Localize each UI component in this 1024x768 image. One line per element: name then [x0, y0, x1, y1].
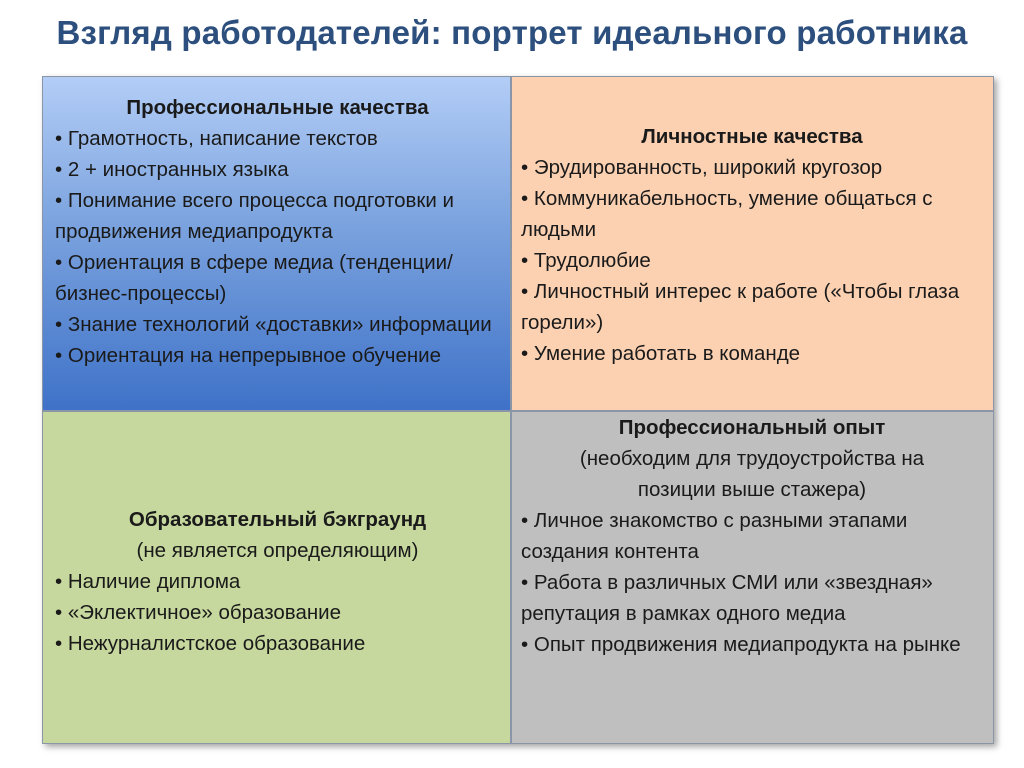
- personal-qualities-cell: [511, 76, 994, 411]
- experience-subheading: (необходим для трудоустройства на позиции выше стажера): [579, 447, 925, 501]
- personal-item: • Умение работать в команде: [521, 338, 983, 369]
- professional-qualities-heading: Профессиональные качества: [126, 96, 429, 119]
- personal-item: • Коммуникабельность, умение общаться с людьми: [521, 183, 983, 245]
- quadrant-grid: [42, 76, 994, 744]
- professional-item: • 2 + иностранных языка: [55, 154, 500, 185]
- education-item: • Нежурналистское образование: [55, 628, 500, 659]
- professional-item: • Грамотность, написание текстов: [55, 123, 500, 154]
- education-item: • Наличие диплома: [55, 566, 500, 597]
- education-background-cell: [42, 411, 511, 744]
- professional-experience-cell: [511, 411, 994, 744]
- experience-heading: Профессиональный опыт: [618, 416, 886, 439]
- personal-item: • Трудолюбие: [521, 245, 983, 276]
- professional-item: • Знание технологий «доставки» информации: [55, 309, 500, 340]
- experience-item: • Личное знакомство с разными этапами создания контента: [521, 505, 983, 567]
- education-item: • «Эклектичное» образование: [55, 597, 500, 628]
- education-subheading: (не является определяющим): [136, 539, 419, 562]
- personal-item: • Эрудированность, широкий кругозор: [521, 152, 983, 183]
- personal-qualities-heading: Личностные качества: [641, 125, 863, 148]
- personal-item: • Личностный интерес к работе («Чтобы глаза горели»): [521, 276, 983, 338]
- experience-item: • Работа в различных СМИ или «звездная» репутация в рамках одного медиа: [521, 567, 983, 629]
- professional-item: • Ориентация на непрерывное обучение: [55, 340, 500, 371]
- education-heading: Образовательный бэкграунд: [128, 508, 427, 531]
- professional-qualities-cell: [42, 76, 511, 411]
- professional-item: • Понимание всего процесса подготовки и продвижения медиапродукта: [55, 185, 500, 247]
- professional-item: • Ориентация в сфере медиа (тенденции/бизнес-процессы): [55, 247, 500, 309]
- experience-item: • Опыт продвижения медиапродукта на рынке: [521, 629, 983, 660]
- page-title: Взгляд работодателей: портрет идеального работника: [56, 14, 968, 51]
